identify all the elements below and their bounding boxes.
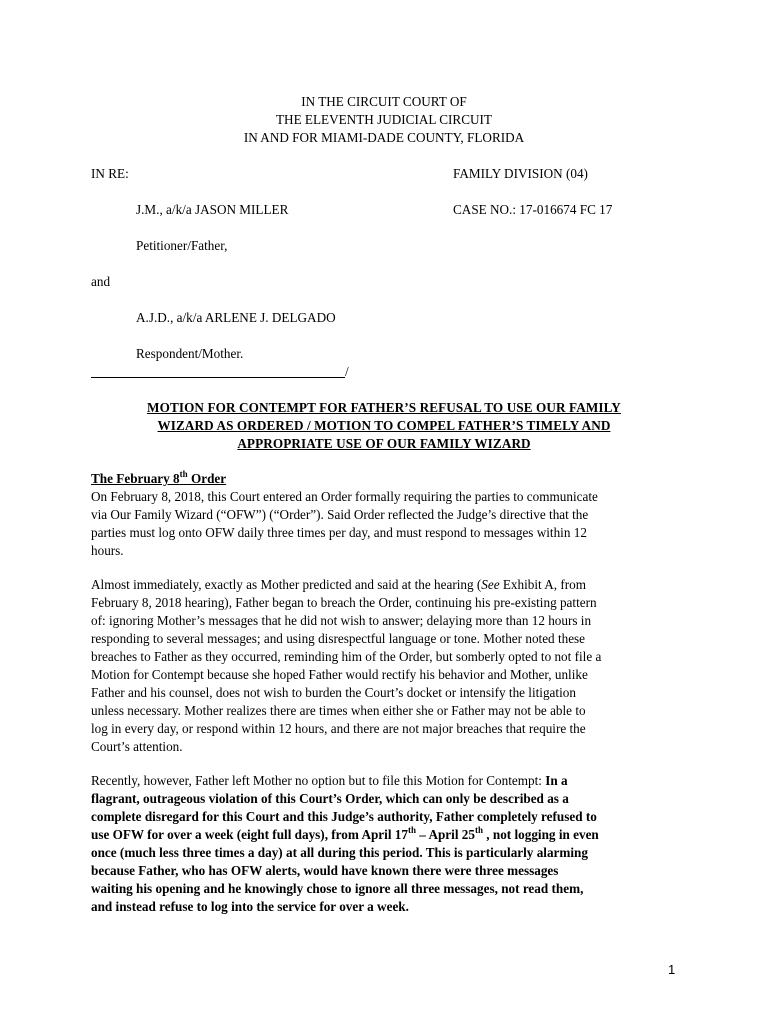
paragraph-3-line — [91, 826, 681, 844]
respondent-name: A.J.D., a/k/a ARLENE J. DELGADO — [136, 310, 336, 325]
family-division: FAMILY DIVISION (04) — [453, 166, 588, 181]
paragraph-3-text: – April 25 — [415, 827, 475, 842]
paragraph-2 — [91, 576, 681, 756]
paragraph-2-line: Father and his counsel, does not wish to burden the Court’s docket or intensify the litigation — [91, 685, 576, 700]
paragraph-3-line: and instead refuse to log into the service for over a week. — [91, 899, 409, 914]
court-header-line-2: THE ELEVENTH JUDICIAL CIRCUIT — [276, 112, 492, 127]
motion-title-line-2: WIZARD AS ORDERED / MOTION TO COMPEL FATHER’S TIMELY AND — [157, 418, 611, 433]
page-number: 1 — [668, 962, 676, 977]
paragraph-2-text: Exhibit A, from — [499, 577, 587, 592]
paragraph-2-line: breaches to Father as they occurred, reminding him of the Order, but somberly opted to not file a — [91, 649, 602, 664]
paragraph-3-line: because Father, who has OFW alerts, would have known there were three messages — [91, 863, 559, 878]
see-citation: See — [481, 577, 500, 592]
paragraph-1-line: hours. — [91, 543, 124, 558]
paragraph-3-sup: th — [407, 824, 416, 835]
section-heading — [91, 470, 226, 488]
paragraph-3-text: , not logging in even — [482, 827, 599, 842]
paragraph-3-line: flagrant, outrageous violation of this Court’s Order, which can only be described as a — [91, 791, 569, 806]
paragraph-2-line: February 8, 2018 hearing), Father began to breach the Order, continuing his pre-existing pattern — [91, 595, 597, 610]
paragraph-1-line: parties must log onto OFW daily three times per day, and must respond to messages within 12 — [91, 525, 587, 540]
paragraph-2-line: Court’s attention. — [91, 739, 183, 754]
and-label: and — [91, 274, 111, 289]
paragraph-2-line — [91, 576, 681, 594]
paragraph-3-sup: th — [474, 824, 483, 835]
petitioner-name: J.M., a/k/a JASON MILLER — [136, 202, 289, 217]
court-header-line-3: IN AND FOR MIAMI-DADE COUNTY, FLORIDA — [243, 130, 525, 145]
paragraph-2-text: Almost immediately, exactly as Mother predicted and said at the hearing ( — [91, 577, 482, 592]
section-heading-sup: th — [179, 468, 188, 479]
paragraph-3-line: complete disregard for this Court and this Judge’s authority, Father completely refused to — [91, 809, 597, 824]
paragraph-1 — [91, 488, 681, 560]
caption-rule — [91, 377, 345, 378]
in-re-label: IN RE: — [91, 166, 129, 181]
paragraph-3-text: use OFW for over a week (eight full days), from April 17 — [91, 827, 408, 842]
motion-title-line-3: APPROPRIATE USE OF OUR FAMILY WIZARD — [237, 436, 531, 451]
paragraph-3-line: waiting his opening and he knowingly chose to ignore all three messages, not read them, — [91, 881, 584, 896]
court-header-line-1: IN THE CIRCUIT COURT OF — [301, 94, 467, 109]
paragraph-3-bold: In a — [545, 773, 568, 788]
paragraph-3-line — [91, 772, 681, 790]
paragraph-3-text: Recently, however, Father left Mother no option but to file this Motion for Contempt: — [91, 773, 546, 788]
motion-title-line-1: MOTION FOR CONTEMPT FOR FATHER’S REFUSAL TO USE OUR FAMILY — [147, 400, 621, 415]
section-heading-suffix: Order — [187, 471, 227, 486]
paragraph-2-line: log in every day, or respond within 12 hours, and there are not major breaches that require the — [91, 721, 586, 736]
petitioner-role: Petitioner/Father, — [136, 238, 228, 253]
caption-rule-slash: / — [345, 364, 349, 379]
paragraph-3-line: once (much less three times a day) at all during this period. This is particularly alarming — [91, 845, 588, 860]
respondent-role: Respondent/Mother. — [136, 346, 244, 361]
paragraph-2-line: Motion for Contempt because she hoped Father would rectify his behavior and Mother, unlike — [91, 667, 588, 682]
paragraph-2-line: of: ignoring Mother’s messages that he did not wish to answer; delaying more than 12 hours in — [91, 613, 592, 628]
paragraph-2-line: unless necessary. Mother realizes there are times when either she or Father may not be able to — [91, 703, 586, 718]
section-heading-text: The February 8 — [91, 471, 180, 486]
paragraph-1-line: via Our Family Wizard (“OFW”) (“Order”). Said Order reflected the Judge’s directive that the — [91, 507, 589, 522]
paragraph-2-line: responding to several messages; and using disrespectful language or tone. Mother noted these — [91, 631, 586, 646]
case-number: CASE NO.: 17-016674 FC 17 — [453, 202, 613, 217]
paragraph-1-line: On February 8, 2018, this Court entered an Order formally requiring the parties to communicate — [91, 489, 598, 504]
paragraph-3 — [91, 772, 681, 916]
